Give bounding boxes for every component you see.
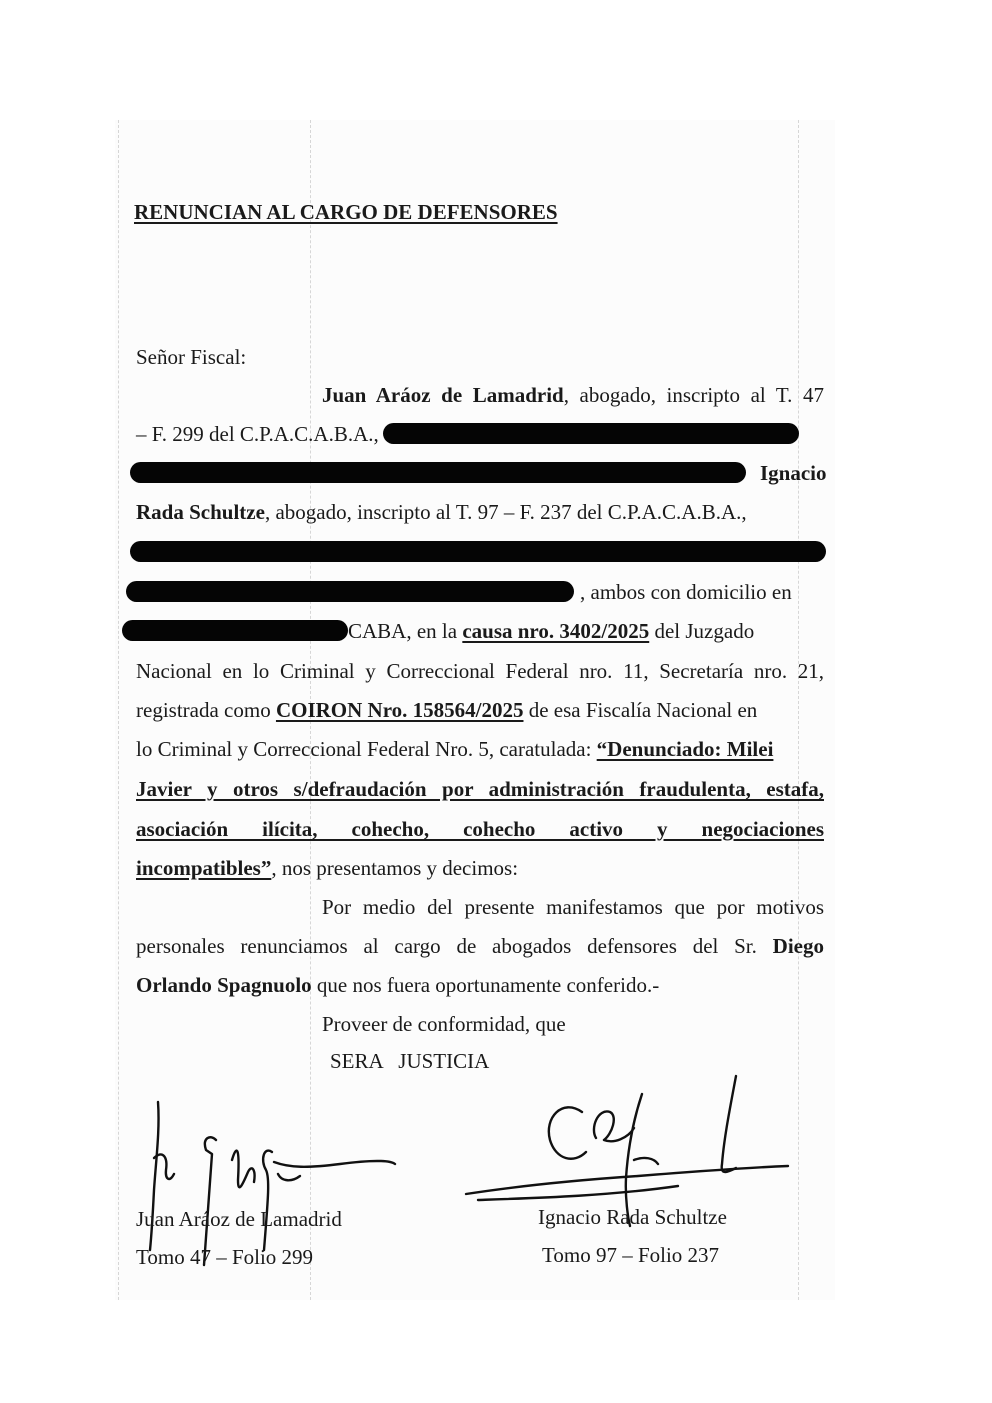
coiron-number: COIRON Nro. 158564/2025 xyxy=(275,698,524,722)
lawyer-name-rada: Rada Schultze xyxy=(136,500,265,524)
line-text: Proveer de conformidad, que xyxy=(322,1012,566,1036)
line-text: CABA, en la xyxy=(348,619,463,643)
paragraph-line-1 xyxy=(136,381,824,409)
fold-line-left xyxy=(118,120,119,1300)
line-text: personales renunciamos al cargo de abogados defensores del Sr. xyxy=(136,934,773,958)
line-text: lo Criminal y Correccional Federal Nro. 5, caratulada: xyxy=(136,737,597,761)
paragraph-line-13 xyxy=(136,854,824,882)
redaction-bar xyxy=(383,423,799,444)
paragraph-line-16 xyxy=(136,971,824,999)
client-name-last: Orlando Spagnuolo xyxy=(136,973,312,997)
lawyer-name-araoz: Juan Aráoz de Lamadrid xyxy=(322,383,564,407)
client-name-first: Diego xyxy=(772,934,824,958)
closing-formula: SERA JUSTICIA xyxy=(330,1049,490,1073)
line-text: , abogado, inscripto al T. 97 – F. 237 del C.P.A.C.A.B.A., xyxy=(264,500,747,524)
line-text: de esa Fiscalía Nacional en xyxy=(523,698,758,722)
lawyer-name-ignacio: Ignacio xyxy=(760,461,827,485)
paragraph-line-3 xyxy=(136,459,827,487)
paragraph-line-17 xyxy=(136,1010,824,1038)
line-text: , ambos con domicilio en xyxy=(580,580,792,604)
line-text: , abogado, inscripto al T. 47 xyxy=(563,383,824,407)
case-caption-end: incompatibles” xyxy=(136,856,272,880)
right-signer-name: Ignacio Rada Schultze xyxy=(538,1205,727,1229)
causa-number: causa nro. 3402/2025 xyxy=(462,619,650,643)
redaction-bar xyxy=(130,541,826,562)
salutation: Señor Fiscal: xyxy=(136,345,247,369)
paragraph-line-15 xyxy=(136,932,824,960)
paragraph-line-12: asociación ilícita, cohecho, cohecho activo y negociaciones xyxy=(136,817,824,841)
paragraph-line-7 xyxy=(136,617,824,645)
line-text: Por medio del presente manifestamos que por motivos xyxy=(322,895,824,919)
paragraph-line-11: Javier y otros s/defraudación por administración fraudulenta, estafa, xyxy=(136,777,824,801)
paragraph-line-2 xyxy=(136,420,824,448)
line-text: – F. 299 del C.P.A.C.A.B.A., xyxy=(136,422,379,446)
line-text: , nos presentamos y decimos: xyxy=(271,856,519,880)
redaction-bar xyxy=(126,581,574,602)
redaction-bar xyxy=(130,462,746,483)
line-text: del Juzgado xyxy=(649,619,755,643)
paragraph-line-9 xyxy=(136,696,824,724)
left-signer-name: Juan Aráoz de Lamadrid xyxy=(136,1207,342,1231)
line-text: registrada como xyxy=(136,698,276,722)
left-signer-tomo: Tomo 47 – Folio 299 xyxy=(136,1245,314,1269)
case-caption: “Denunciado: Milei xyxy=(596,737,774,761)
redaction-bar xyxy=(122,620,348,641)
paragraph-line-4 xyxy=(136,498,824,526)
line-text: que nos fuera oportunamente conferido.- xyxy=(311,973,660,997)
paragraph-line-8: Nacional en lo Criminal y Correccional Federal nro. 11, Secretaría nro. 21, xyxy=(136,659,824,683)
paragraph-line-5 xyxy=(136,538,824,566)
paragraph-line-6 xyxy=(136,578,824,606)
paragraph-line-10 xyxy=(136,735,824,763)
right-signer-tomo: Tomo 97 – Folio 237 xyxy=(542,1243,720,1267)
paragraph-line-14 xyxy=(136,893,824,921)
document-title: RENUNCIAN AL CARGO DE DEFENSORES xyxy=(134,200,558,224)
